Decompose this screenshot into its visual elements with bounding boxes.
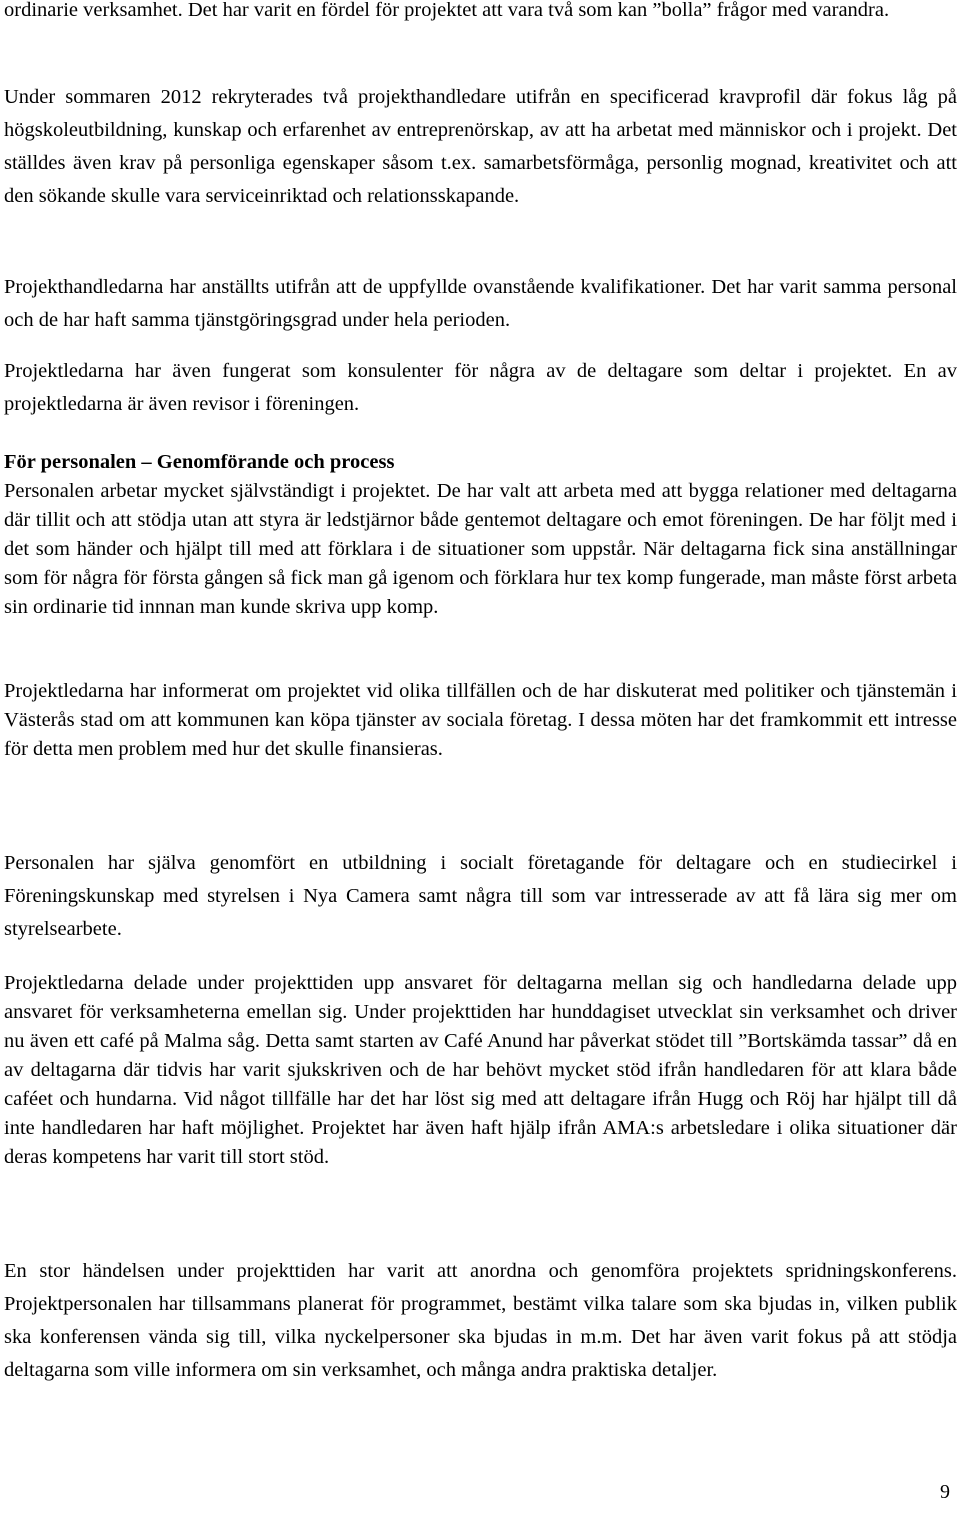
paragraph-independent-work: Personalen arbetar mycket självständigt i projektet. De har valt att arbeta med att bygga relationer med deltagarna där tillit och att stödja utan att styra är ledstjärnor både gentemot deltagare och emot föreningen. De har följt med i det som händer och hjälpt till med att förklara i de situationer som uppstår. När deltagarna fick sina anställningar som för några för första gången så fick man gå igenom och förklara hur tex komp fungerade, man måste först arbeta sin ordinarie tid innnan man kunde skriva upp komp. (4, 480, 957, 618)
section-personnel (4, 448, 957, 622)
section-heading: För personalen – Genomförande och process (4, 451, 395, 473)
paragraph-qualifications: Projekthandledarna har anställts utifrån att de uppfyllde ovanstående kvalifikationer. Det har varit samma personal och de har haft samma tjänstgöringsgrad under hela perioden. (4, 276, 957, 331)
page-number: 9 (940, 1481, 950, 1503)
paragraph-conference: En stor händelsen under projekttiden har varit att anordna och genomföra projektets spridningskonferens. Projektpersonalen har tillsammans planerat för programmet, bestämt vilka talare som ska bjudas in, vilken publik ska konferensen vända sig till, vilka nyckelpersoner ska bjudas in m.m. Det har även varit fokus på att stödja deltagarna som ville informera om sin verksamhet, och många andra praktiska detaljer. (4, 1260, 957, 1381)
paragraph-consultants: Projektledarna har även fungerat som konsulenter för några av de deltagare som deltar i projektet. En av projektledarna är även revisor i föreningen. (4, 360, 957, 415)
paragraph-continuation: ordinarie verksamhet. Det har varit en fördel för projektet att vara två som kan ”bolla” frågor med varandra. (4, 0, 890, 21)
paragraph-training: Personalen har själva genomfört en utbildning i socialt företagande för deltagare och en studiecirkel i Föreningskunskap med styrelsen i Nya Camera samt några till som var intresserade av att få lära sig mer om styrelsearbete. (4, 852, 957, 940)
paragraph-responsibility: Projektledarna delade under projekttiden upp ansvaret för deltagarna mellan sig och handledarna delade upp ansvaret för verksamheterna emellan sig. Under projekttiden har hunddagiset utvecklat sin verksamhet och driver nu även ett café på Malma såg. Detta samt starten av Café Anund har påverkat stödet till ”Bortskämda tassar” då en av deltagarna där tidvis har varit sjukskriven och de har behövt mycket stöd ifrån handledaren för att klara både caféet och hundarna. Vid något tillfälle har det har löst sig med att deltagare ifrån Hugg och Röj har hjälpt till då inte handledaren har haft möjlighet. Projektet har även haft hjälp ifrån AMA:s arbetsledare i olika situationer där deras kompetens har varit till stort stöd. (4, 972, 957, 1168)
paragraph-information: Projektledarna har informerat om projektet vid olika tillfällen och de har diskuterat med politiker och tjänstemän i Västerås stad om att kommunen kan köpa tjänster av sociala företag. I dessa möten har det framkommit ett intresse för detta men problem med hur det skulle finansieras. (4, 680, 957, 760)
paragraph-recruitment: Under sommaren 2012 rekryterades två projekthandledare utifrån en specificerad kravprofil där fokus låg på högskoleutbildning, kunskap och erfarenhet av entreprenörskap, av att ha arbetat med människor och i projekt. Det ställdes även krav på personliga egenskaper såsom t.ex. samarbetsförmåga, personlig mognad, kreativitet och att den sökande skulle vara serviceinriktad och relationsskapande. (4, 86, 957, 207)
